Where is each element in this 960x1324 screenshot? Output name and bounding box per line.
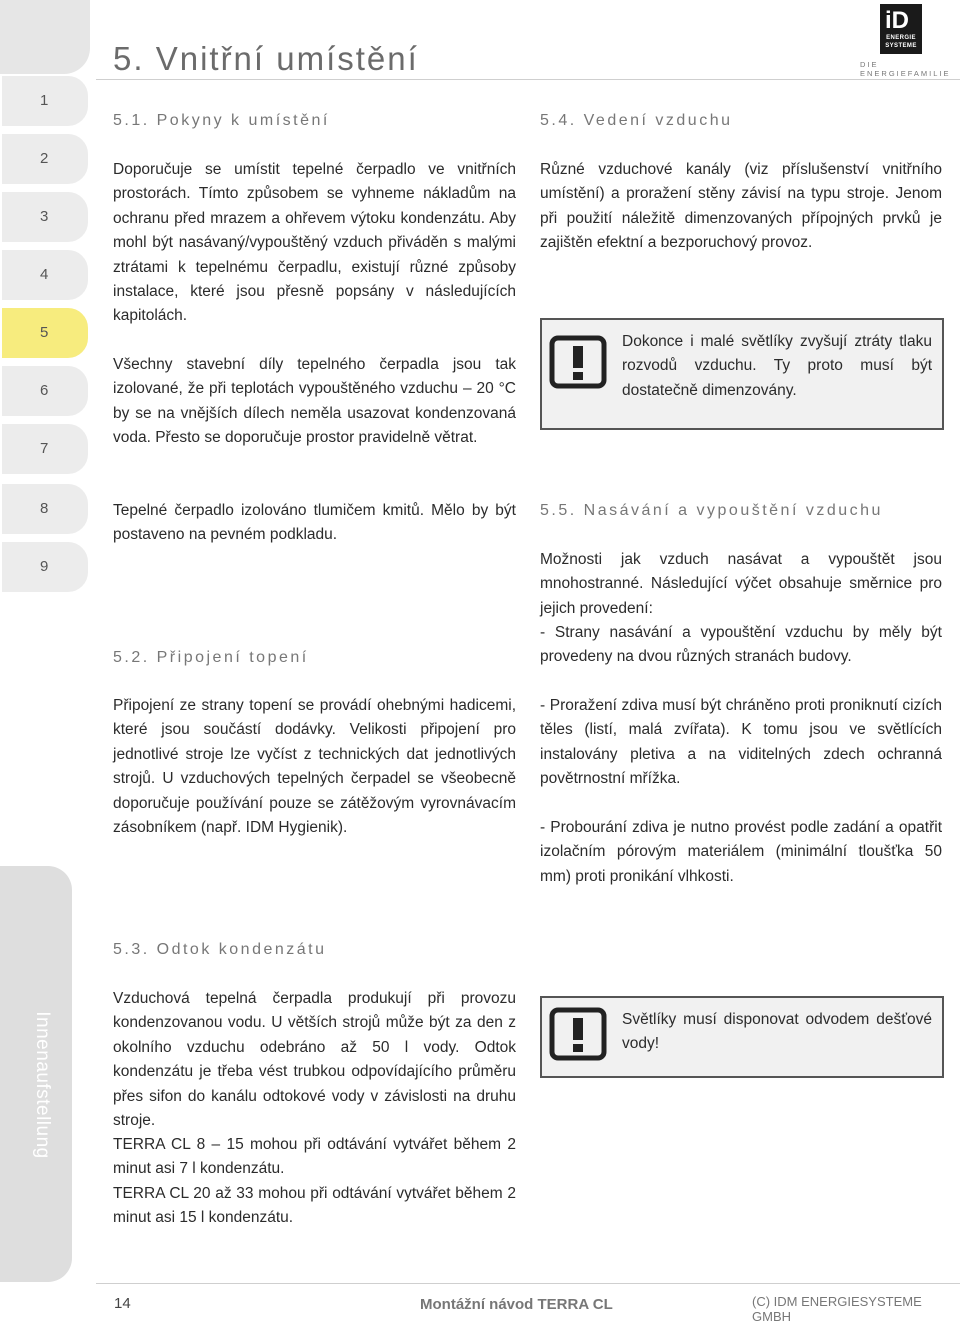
footer-copyright: (C) IDM ENERGIESYSTEME GMBH (752, 1294, 922, 1324)
warning-icon (548, 334, 608, 390)
paragraph-5-4: Různé vzduchové kanály (viz příslušenství vnitřního umístění) a proražení stěny závisí na typu stroje. Jenom při použití náležitě dimenzovaných přípojných prvků je zajištěn efektní a bezporuchový provoz. (540, 161, 942, 252)
warning-note-5-5 (540, 996, 944, 1078)
paragraph-5-1-c: Tepelné čerpadlo izolováno tlumičem kmitů. Mělo by být postaveno na pevném podkladu. (113, 502, 516, 544)
paragraph-5-3-a: Vzduchová tepelná čerpadla produkují při provozu kondenzovanou vodu. U větších strojů může být za den z okolního vzduchu odebráno až 50 l vody. Odtok kondenzátu je třeba vést trubkou odpovídajícího průměru přes sifon do kanálu odtokové vody v závislosti na druhu stroje. (113, 990, 516, 1130)
tab-label: 2 (40, 150, 49, 167)
paragraph-5-3-b: TERRA CL 8 – 15 mohou při odtávání vytvářet během 2 minut asi 7 l kondenzátu. (113, 1136, 516, 1178)
tab-label: 5 (40, 324, 49, 341)
idm-logo (880, 4, 922, 54)
tab-chapter-9[interactable] (0, 540, 90, 594)
heading-5-5: 5.5. Nasávání a vypouštění vzduchu (540, 502, 883, 519)
paragraph-5-1-b: Všechny stavební díly tepelného čerpadla jsou tak izolované, že při teplotách vypouštěného vzduchu – 20 °C by se na vnějších dílech neměla usazovat kondenzovaná voda. Přesto se doporučuje prostor pravidelně větrat. (113, 356, 516, 447)
paragraph-5-1-a: Doporučuje se umístit tepelné čerpadlo ve vnitřních prostorách. Tímto způsobem se vyhneme nákladům na ochranu před mrazem a ohřevem výtoku kondenzátu. Aby mohl být nasávaný/vypouštěný vzduch přiváděn s malými ztrátami k tepelnému čerpadlu, existují různé způsoby instalace, které jsou přesně popsány v následujících kapitolách. (113, 161, 516, 325)
page-number: 14 (114, 1295, 131, 1312)
tab-label: 8 (40, 500, 49, 517)
chapter-sidebar (0, 0, 90, 1324)
tab-label: 4 (40, 266, 49, 283)
warning-note-text: Světlíky musí disponovat odvodem dešťové vody! (622, 1011, 932, 1053)
title-divider (96, 79, 960, 80)
warning-note-text: Dokonce i malé světlíky zvyšují ztráty tlaku rozvodů vzduchu. Ty proto musí být dostatečně dimenzovány. (622, 333, 932, 399)
page-title (113, 40, 419, 78)
paragraph-5-5: Možnosti jak vzduch nasávat a vypouštět jsou mnohostranné. Následující výčet obsahuje směrnice pro jejich provedení: (540, 551, 942, 617)
heading-5-4: 5.4. Vedení vzduchu (540, 112, 733, 129)
heading-5-3: 5.3. Odtok kondenzátu (113, 941, 327, 958)
vertical-label-text: Innenaufstellung (32, 1011, 53, 1159)
footer-document-title: Montážní návod TERRA CL (420, 1296, 613, 1313)
tab-chapter-4[interactable] (0, 248, 90, 302)
page-title-number: 5. (113, 40, 145, 77)
bullet-5-5-2: - Proražení zdiva musí být chráněno proti proniknutí cizích těles (listí, malá zvířata). K tomu jsou ve světlících instalovány pletiva a na viditelných zdech ochranná povětrnostní mřížka. (540, 697, 942, 788)
tab-label: 6 (40, 382, 49, 399)
footer-divider (96, 1283, 960, 1284)
tab-label: 1 (40, 92, 49, 109)
logo-line-2: SYSTEME (885, 43, 917, 49)
logo-line-1: ENERGIE (886, 35, 916, 41)
section-vertical-label (14, 995, 70, 1175)
tab-chapter-7[interactable] (0, 422, 90, 476)
bullet-5-5-1: - Strany nasávání a vypouštění vzduchu by měly být provedeny na dvou různých stranách budovy. (540, 624, 942, 666)
tab-label: 3 (40, 208, 49, 225)
tab-label: 9 (40, 558, 49, 575)
warning-note-5-4 (540, 318, 944, 430)
tab-label: 7 (40, 440, 49, 457)
tab-chapter-6[interactable] (0, 364, 90, 418)
sidebar-top-block (0, 0, 90, 74)
paragraph-5-3-c: TERRA CL 20 až 33 mohou při odtávání vytvářet během 2 minut asi 15 l kondenzátu. (113, 1185, 516, 1227)
tab-chapter-8[interactable] (0, 482, 90, 536)
tab-chapter-3[interactable] (0, 190, 90, 244)
heading-5-2: 5.2. Připojení topení (113, 649, 309, 666)
page-title-text: Vnitřní umístění (155, 40, 419, 77)
tab-chapter-2[interactable] (0, 132, 90, 186)
tab-chapter-1[interactable] (0, 74, 90, 128)
bullet-5-5-3: - Probourání zdiva je nutno provést podle zadání a opatřit izolačním pórovým materiálem (minimální tloušťka 50 mm) proti pronikání vlhkosti. (540, 819, 942, 885)
heading-5-1: 5.1. Pokyny k umístění (113, 112, 330, 129)
paragraph-5-2: Připojení ze strany topení se provádí ohebnými hadicemi, které jsou součástí dodávky. Velikosti připojení pro jednotlivé stroje lze vyčíst z technických dat jednotlivých strojů. U vzduchových tepelných čerpadel se všeobecně doporučuje používání pouze se zátěžovým vyrovnávacím zásobníkem (např. IDM Hygienik). (113, 697, 516, 837)
tab-chapter-5[interactable] (0, 306, 90, 360)
brand-tagline: DIE ENERGIEFAMILIE (860, 60, 951, 78)
logo-mark: iD (885, 7, 909, 34)
warning-icon (548, 1006, 608, 1062)
